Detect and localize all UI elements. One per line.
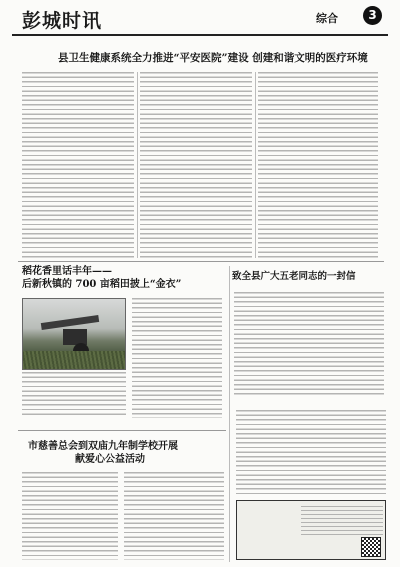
section-rule — [18, 430, 226, 431]
notice-list — [236, 410, 386, 494]
page-number-badge: 3 — [363, 6, 382, 25]
qr-code-icon — [361, 537, 381, 557]
photo-caption-text — [22, 372, 126, 418]
article-charity-col1 — [22, 472, 118, 560]
column-divider — [255, 72, 256, 258]
headline-letter: 致全县广大五老同志的一封信 — [232, 271, 356, 282]
section-label: 综合 — [316, 12, 338, 25]
column-divider — [137, 72, 138, 258]
headline-charity-line2: 献爱心公益活动 — [75, 454, 145, 465]
ad-body-text — [301, 506, 383, 536]
article-charity-col2 — [124, 472, 224, 560]
masthead-rule — [12, 34, 388, 36]
article-hospital-col1 — [22, 72, 134, 258]
article-hospital-col2 — [140, 72, 252, 258]
headline-hospital: 县卫生健康系统全力推进“平安医院”建设 创建和谐文明的医疗环境 — [58, 52, 368, 64]
headline-rice-line2: 后新秋镇的 700 亩稻田披上“金衣” — [22, 279, 182, 290]
masthead-title: 彭城时讯 — [22, 10, 103, 32]
advertisement-box — [236, 500, 386, 560]
column-divider — [229, 266, 230, 562]
headline-charity-line1: 市慈善总会到双庙九年制学校开展 — [28, 441, 178, 452]
article-letter-text — [234, 292, 384, 396]
headline-rice-line1: 稻花香里话丰年—— — [22, 266, 112, 277]
article-rice-col2 — [132, 298, 222, 418]
section-rule — [18, 261, 384, 262]
rice-harvest-photo — [22, 298, 126, 370]
article-hospital-col3 — [258, 72, 378, 258]
